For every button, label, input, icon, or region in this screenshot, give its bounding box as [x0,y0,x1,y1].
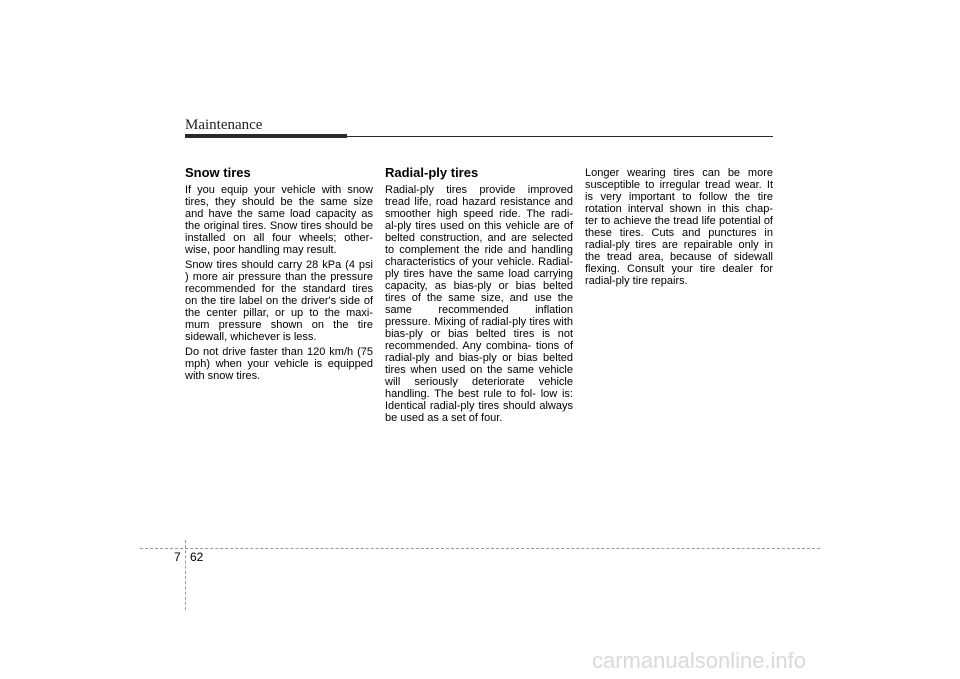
radial-ply-paragraph-1: Radial-ply tires provide improved tread life, road hazard resistance and smoother high speed ride. The radi- al-ply tires used on this vehicle are of belted construction, and are selected to complement the ride and handling characteristics of your vehicle. Radial-ply tires have the same load carrying capacity, as bias-ply or bias belted tires of the same size, and use the same recommended inflation pressure. Mixing of radial-ply tires with bias-ply or bias belted tires is not recommended. Any combina- tions of radial-ply and bias-ply or bias belted tires when used on the same vehicle will seriously deteriorate vehicle handling. The best rule to fol- low is: Identical radial-ply tires should always be used as a set of four. [385,184,573,424]
footer-dashed-divider [185,540,186,610]
chapter-number: 7 [174,550,181,564]
column-radial-ply-tires [385,166,573,427]
snow-tires-paragraph-3: Do not drive faster than 120 km/h (75 mph) when your vehicle is equipped with snow tires. [185,346,373,382]
column-snow-tires [185,166,373,385]
section-title: Maintenance [185,117,263,133]
radial-ply-heading: Radial-ply tires [385,165,479,180]
footer-dashed-rule [140,548,820,549]
snow-tires-paragraph-2: Snow tires should carry 28 kPa (4 psi ) more air pressure than the pressure recommended for the standard tires on the tire label on the driver's side of the center pillar, or up to the maxi- mum pressure shown on the tire sidewall, whichever is less. [185,259,373,343]
snow-tires-heading: Snow tires [185,165,251,180]
header-rule-accent [185,134,347,138]
tire-wear-paragraph: Longer wearing tires can be more susceptible to irregular tread wear. It is very important to follow the tire rotation interval shown in this chap- ter to achieve the tread life potential of these tires. Cuts and punctures in radial-ply tires are repairable only in the tread area, because of sidewall flexing. Consult your tire dealer for radial-ply tire repairs. [585,167,773,287]
snow-tires-paragraph-1: If you equip your vehicle with snow tires, they should be the same size and have the same load capacity as the original tires. Snow tires should be installed on all four wheels; other- wise, poor handling may result. [185,184,373,256]
page-number: 62 [190,550,204,564]
column-tire-wear [585,166,773,290]
watermark: carmanualsonline.info [592,648,807,673]
